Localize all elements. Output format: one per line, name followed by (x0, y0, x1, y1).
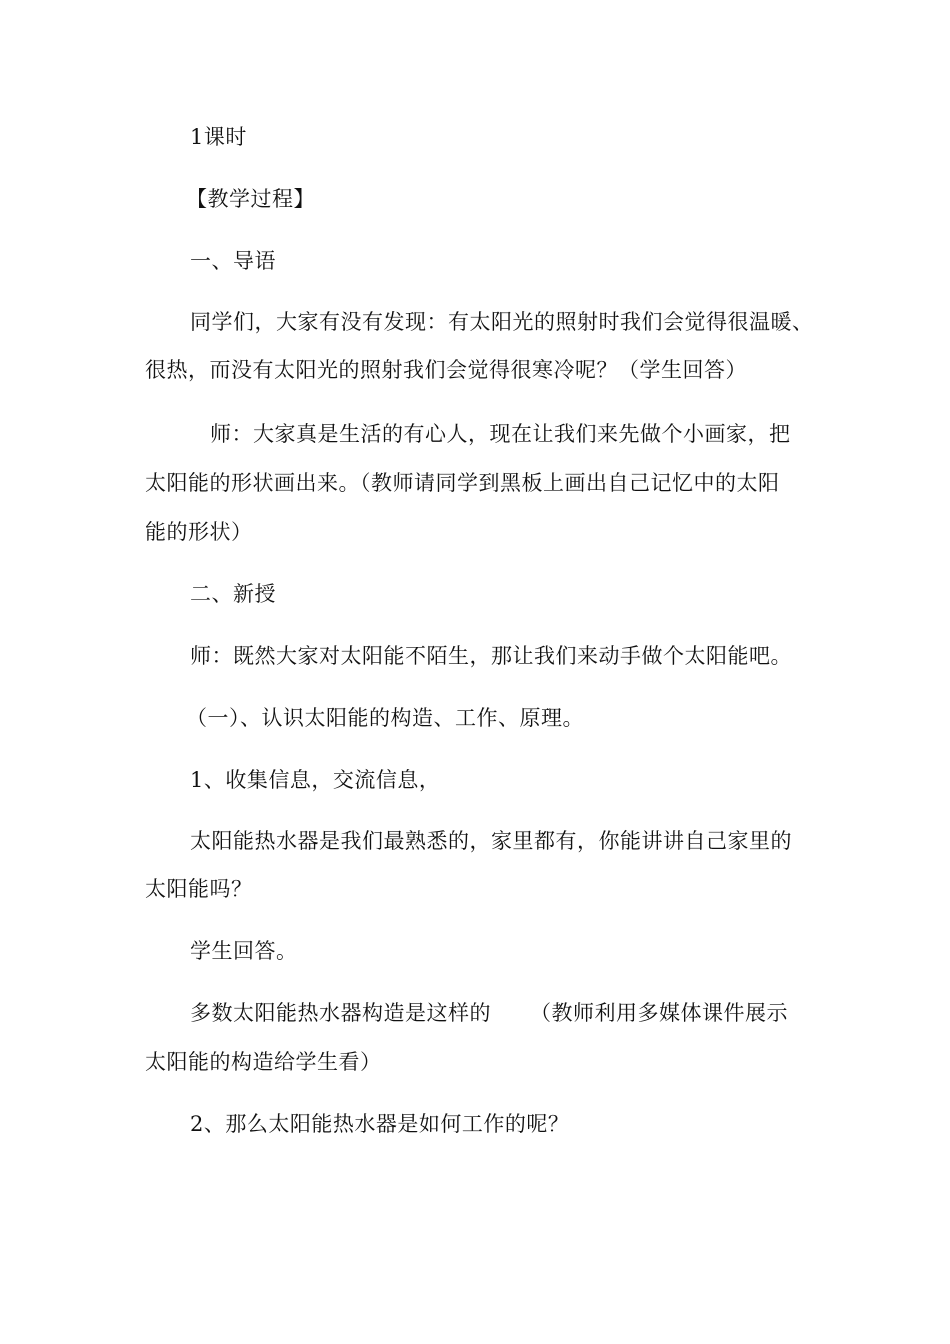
part1-paragraph1-line1: 同学们，大家有没有发现：有太阳光的照射时我们会觉得很温暖、 (190, 310, 814, 334)
item1-paragraph3-line1-part-b: （教师利用多媒体课件展示 (530, 1001, 788, 1025)
part2-title: 二、新授 (190, 582, 276, 606)
part1-paragraph2-line2: 太阳能的形状画出来。（教师请同学到黑板上画出自己记忆中的太阳 (145, 471, 780, 495)
item1-paragraph3-line2: 太阳能的构造给学生看） (145, 1050, 382, 1074)
item2-heading: 2、那么太阳能热水器是如何工作的呢？ (190, 1112, 570, 1136)
part1-title: 一、导语 (190, 249, 276, 273)
part2-paragraph1: 师：既然大家对太阳能不陌生，那让我们来动手做个太阳能吧。 (190, 644, 792, 668)
part2-subsection1: （一）、认识太阳能的构造、工作、原理。 (186, 706, 584, 730)
section-heading: 【教学过程】 (186, 187, 315, 211)
part1-paragraph2-line3: 能的形状） (145, 520, 253, 544)
item1-paragraph2: 学生回答。 (190, 939, 298, 963)
item1-paragraph1-line2: 太阳能吗？ (145, 877, 253, 901)
part1-paragraph2-line1: 师：大家真是生活的有心人，现在让我们来先做个小画家，把 (210, 422, 791, 446)
lesson-hours: 1课时 (190, 125, 247, 149)
item1-paragraph3-line1-part-a: 多数太阳能热水器构造是这样的 (190, 1001, 491, 1025)
item1-heading: 1、收集信息，交流信息， (190, 768, 441, 792)
part1-paragraph1-line2: 很热，而没有太阳光的照射我们会觉得很寒冷呢？（学生回答） (145, 358, 747, 382)
item1-paragraph1-line1: 太阳能热水器是我们最熟悉的，家里都有，你能讲讲自己家里的 (190, 829, 792, 853)
